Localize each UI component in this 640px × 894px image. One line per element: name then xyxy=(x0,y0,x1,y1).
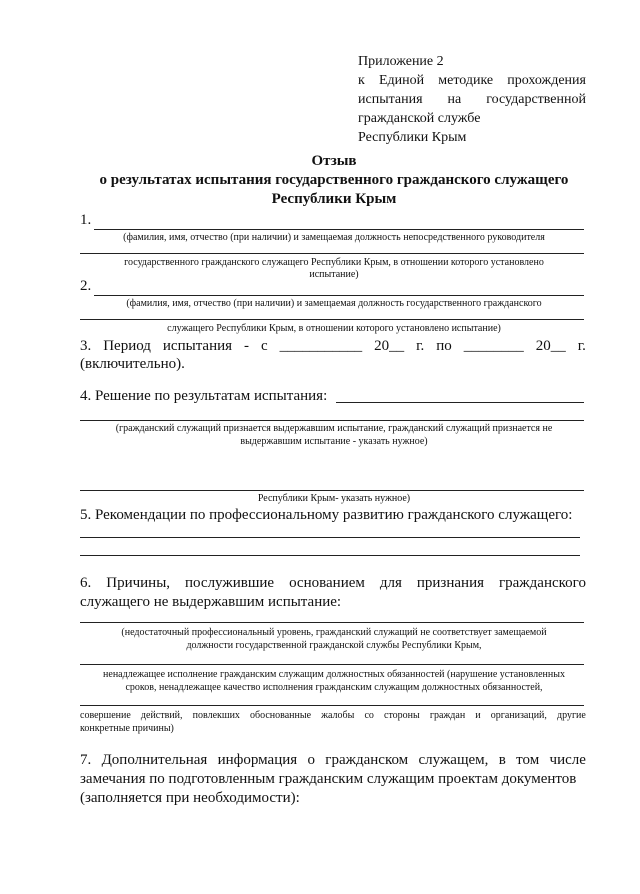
appendix-line-4: гражданской службе xyxy=(358,111,481,126)
item-3-start-year-blank[interactable]: 20__ xyxy=(374,338,405,354)
item-3-word: по xyxy=(436,338,452,354)
item-6-word: 6. xyxy=(80,575,92,591)
caption-word: повлекших xyxy=(192,710,240,721)
item-3-end-year-blank[interactable]: 20__ xyxy=(535,338,566,354)
item-2-fill-line-2[interactable] xyxy=(80,319,584,320)
appendix-word: государственной xyxy=(486,92,586,107)
item-2-caption-2: служащего Республики Крым, в отношении которого установлено испытание) xyxy=(167,323,501,334)
item-5-fill-line-1[interactable] xyxy=(80,537,580,538)
title-line-2: о результатах испытания государственного гражданского служащего xyxy=(99,172,569,188)
item-7-word: в xyxy=(498,752,506,768)
item-6-caption-3a xyxy=(80,709,586,722)
caption-word: другие xyxy=(557,710,586,721)
item-6-caption-1a: (недостаточный профессиональный уровень, гражданский служащий не соответствует замещаемой xyxy=(121,627,547,638)
item-7-word: Дополнительная xyxy=(101,752,208,768)
item-4-fill-line-3[interactable] xyxy=(80,490,584,491)
item-7-word: гражданском xyxy=(325,752,409,768)
caption-word: стороны xyxy=(384,710,420,721)
item-7-word: том xyxy=(516,752,540,768)
item-6-word: основанием xyxy=(289,575,365,591)
caption-word: совершение xyxy=(80,710,131,721)
item-4-fill-line-1[interactable] xyxy=(336,402,584,403)
caption-word: организаций, xyxy=(490,710,547,721)
title-line-3: Республики Крым xyxy=(271,191,397,207)
caption-word: жалобы xyxy=(321,710,355,721)
appendix-line-5: Республики Крым xyxy=(358,130,467,145)
appendix-word: Единой xyxy=(378,73,425,88)
item-6-caption-2b: сроков, ненадлежащее качество исполнения гражданским служащим должностных обязанностей, xyxy=(125,682,543,693)
item-3-start-date-blank[interactable]: ___________ xyxy=(279,338,363,354)
item-6-line-1 xyxy=(80,573,586,593)
item-1-caption-1: (фамилия, имя, отчество (при наличии) и замещаемая должность непосредственного руководителя xyxy=(123,232,545,243)
item-3-word: с xyxy=(260,338,268,354)
item-6-word: для xyxy=(379,575,402,591)
item-4-label: 4. Решение по результатам испытания: xyxy=(80,388,328,404)
item-3-line-2: (включительно). xyxy=(80,356,185,372)
item-4-caption-3: Республики Крым- указать нужное) xyxy=(257,493,411,504)
item-7-word: информация xyxy=(217,752,298,768)
item-6-fill-line-1[interactable] xyxy=(80,622,584,623)
item-3-word: - xyxy=(244,338,250,354)
item-7-line-1 xyxy=(80,750,586,770)
item-7-word: служащем, xyxy=(418,752,489,768)
item-6-line-2: служащего не выдержавшим испытание: xyxy=(80,594,342,610)
item-5-fill-line-2[interactable] xyxy=(80,555,580,556)
item-3-word: г. xyxy=(577,338,586,354)
item-6-caption-1b: должности государственной гражданской службы Республики Крым, xyxy=(186,640,482,651)
item-6-word: признания xyxy=(416,575,484,591)
item-2-caption-1: (фамилия, имя, отчество (при наличии) и замещаемая должность государственного гражданского xyxy=(126,298,542,309)
item-7-word: 7. xyxy=(80,752,92,768)
caption-word: граждан xyxy=(429,710,466,721)
item-4-fill-line-2[interactable] xyxy=(80,420,584,421)
item-6-word: Причины, xyxy=(106,575,171,591)
appendix-word: на xyxy=(447,92,462,107)
item-1-number: 1. xyxy=(80,212,92,228)
item-3-word: г. xyxy=(416,338,425,354)
item-2-fill-line-1[interactable] xyxy=(94,295,584,296)
appendix-word: испытания xyxy=(358,92,423,107)
item-3-end-date-blank[interactable]: ________ xyxy=(463,338,524,354)
appendix-word: к xyxy=(358,73,365,88)
title-line-1: Отзыв xyxy=(311,153,357,169)
item-7-line-3: (заполняется при необходимости): xyxy=(80,790,300,806)
caption-word: действий, xyxy=(140,710,183,721)
item-6-fill-line-2[interactable] xyxy=(80,664,584,665)
item-1-caption-2b: испытание) xyxy=(309,269,359,280)
appendix-line-3 xyxy=(358,90,586,109)
item-6-word: послужившие xyxy=(185,575,275,591)
caption-word: со xyxy=(364,710,374,721)
appendix-block xyxy=(358,52,586,147)
item-1-fill-line-2[interactable] xyxy=(80,253,584,254)
item-5-label: 5. Рекомендации по профессиональному развитию гражданского служащего: xyxy=(80,507,573,523)
item-1-fill-line-1[interactable] xyxy=(94,229,584,230)
item-3-word: 3. xyxy=(80,338,92,354)
item-7-word: числе xyxy=(549,752,586,768)
item-6-fill-line-3[interactable] xyxy=(80,705,584,706)
appendix-line-2 xyxy=(358,71,586,90)
item-6-caption-2a: ненадлежащее исполнение гражданским служащим должностных обязанностей (нарушение установленных xyxy=(103,669,565,680)
item-4-caption-2: выдержавшим испытание - указать нужное) xyxy=(240,436,428,447)
item-1-caption-2a: государственного гражданского служащего Республики Крым, в отношении которого установлено xyxy=(124,257,544,268)
item-3-line-1 xyxy=(80,336,586,356)
appendix-word: методике xyxy=(438,73,494,88)
item-4-caption-1: (гражданский служащий признается выдержавшим испытание, гражданский служащий признается не xyxy=(115,423,553,434)
caption-word: обоснованные xyxy=(250,710,312,721)
item-7-word: о xyxy=(307,752,315,768)
item-3-word: испытания xyxy=(162,338,233,354)
document-title xyxy=(80,152,588,209)
item-6-word: гражданского xyxy=(498,575,586,591)
item-6-caption-3b: конкретные причины) xyxy=(80,723,174,734)
caption-word: и xyxy=(475,710,481,721)
appendix-line-1: Приложение 2 xyxy=(358,54,444,69)
appendix-word: прохождения xyxy=(507,73,586,88)
item-2-number: 2. xyxy=(80,278,92,294)
item-7-line-2: замечания по подготовленным гражданским служащим проектам документов xyxy=(80,771,577,787)
item-3-word: Период xyxy=(103,338,151,354)
